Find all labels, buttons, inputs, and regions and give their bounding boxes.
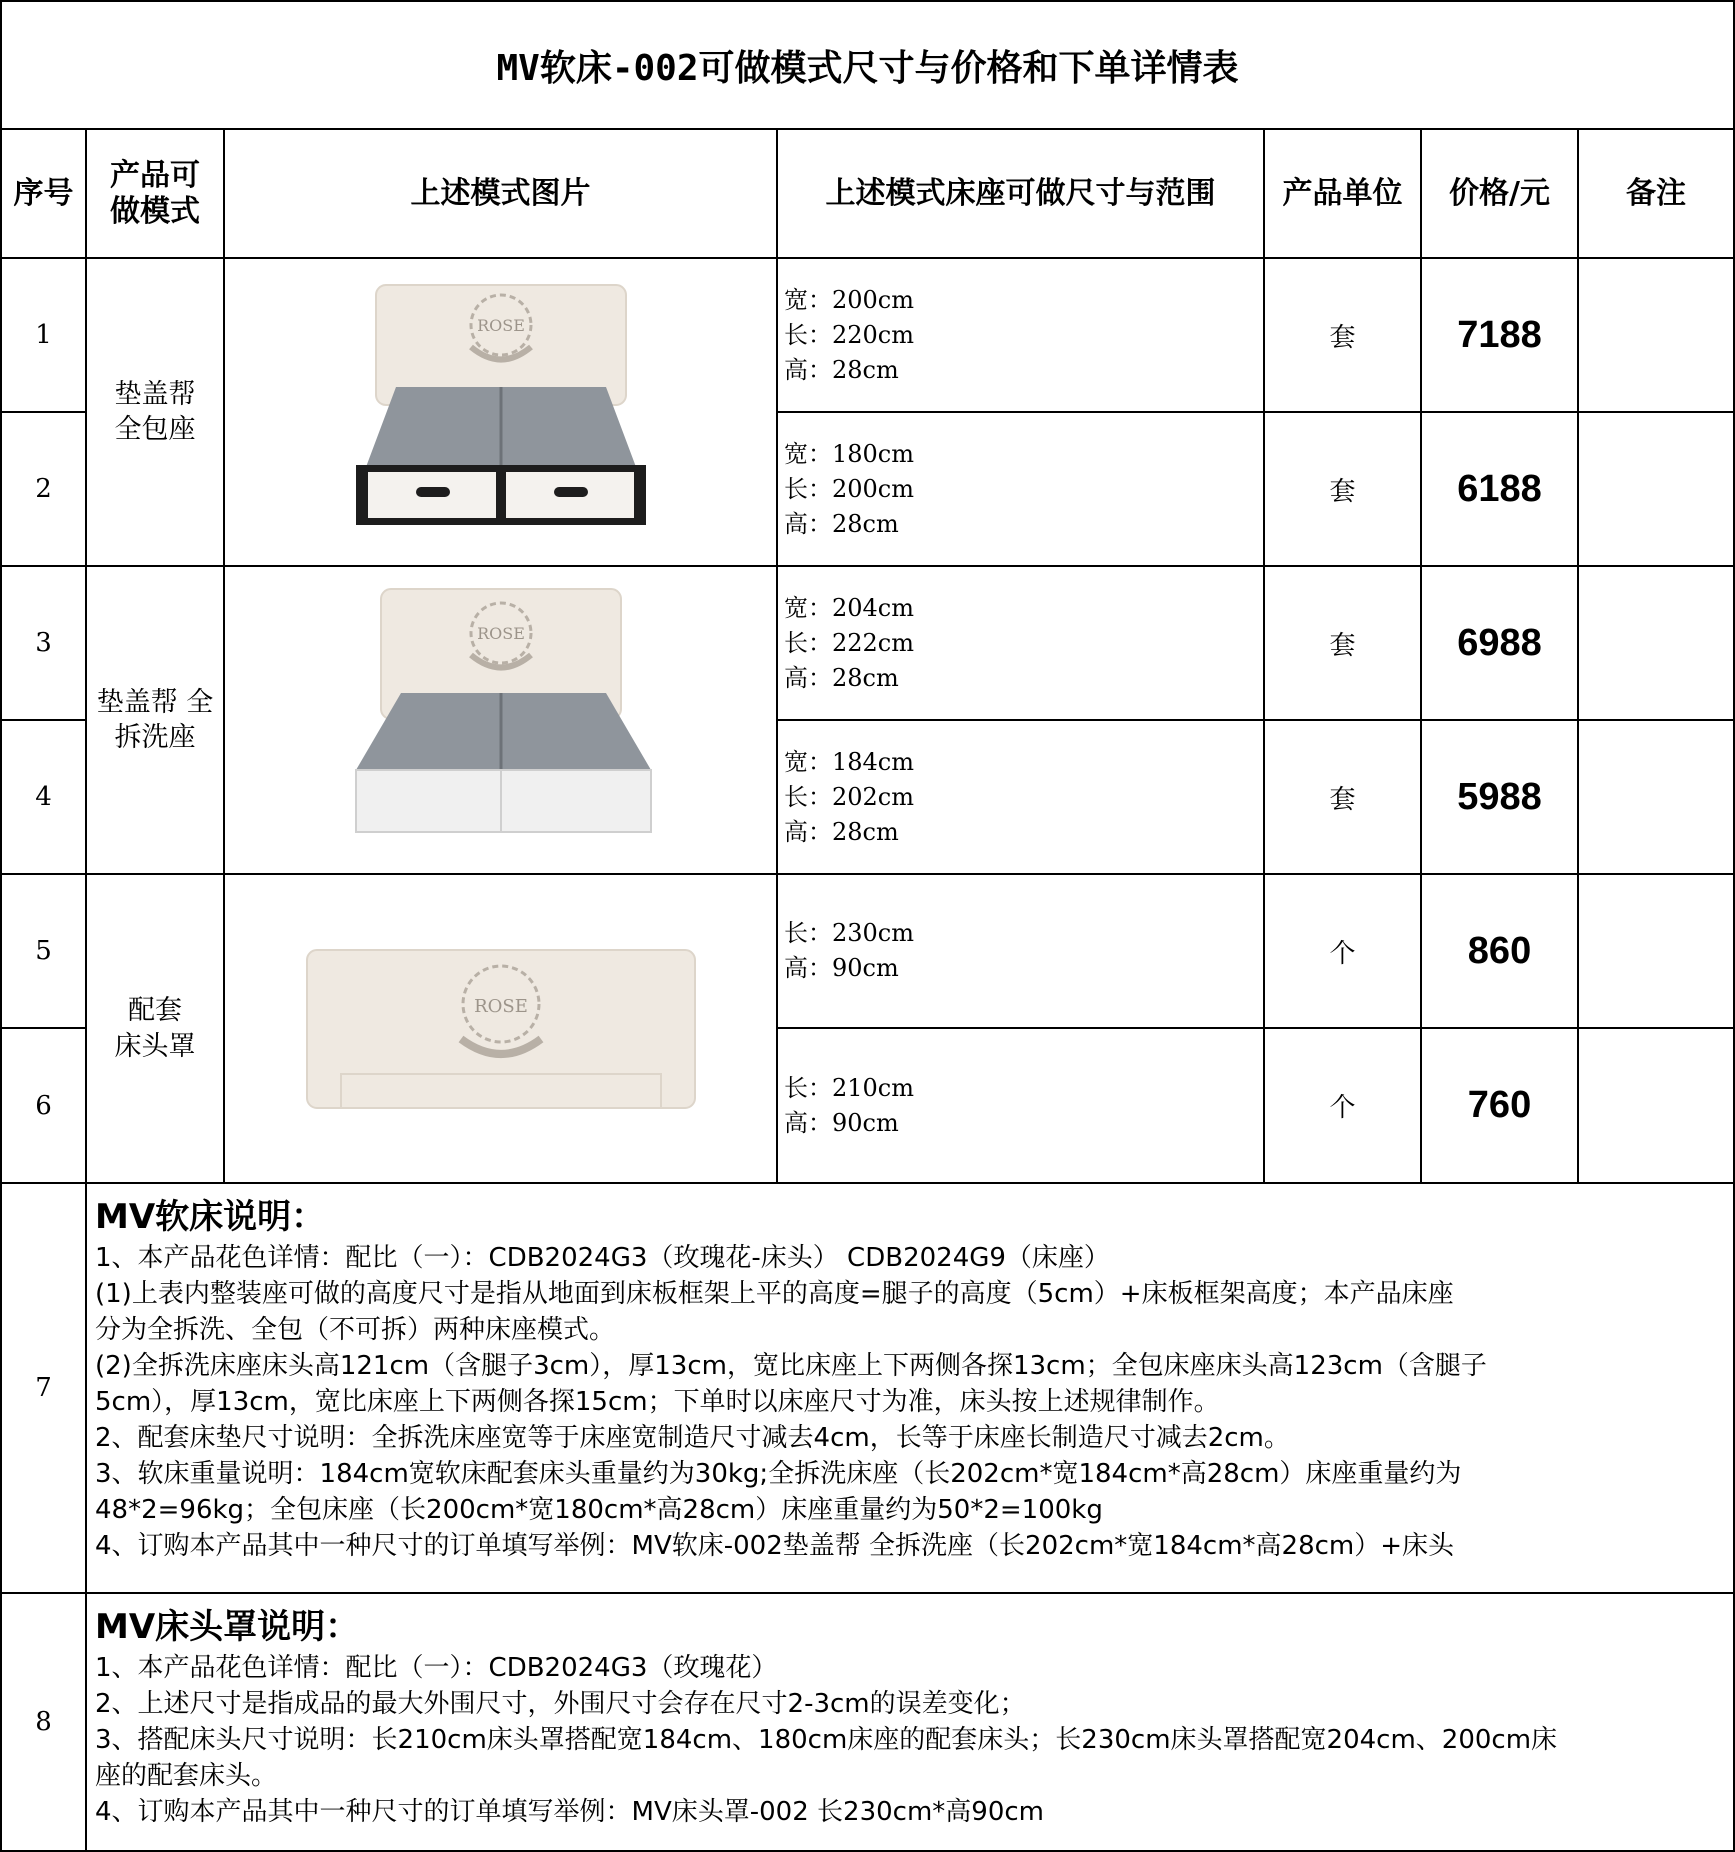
header-remark-text: 备注 bbox=[1626, 175, 1686, 211]
row-2-unit bbox=[1263, 411, 1422, 567]
row-5-index bbox=[0, 873, 87, 1029]
row-index-text: 3 bbox=[35, 628, 52, 658]
dim-line: 长：200cm bbox=[784, 474, 915, 503]
price-text: 6188 bbox=[1457, 467, 1542, 510]
unit-text: 个 bbox=[1329, 938, 1356, 969]
dim-line: 长：230cm bbox=[784, 919, 915, 947]
header-image bbox=[223, 128, 778, 259]
bed-notes-title: MV软床说明： bbox=[95, 1197, 326, 1237]
row-index-text: 7 bbox=[35, 1373, 52, 1403]
row-3-index bbox=[0, 565, 87, 721]
row-1-dims bbox=[776, 257, 1265, 413]
row-6-dims bbox=[776, 1027, 1265, 1184]
note-line: 分为全拆洗、全包（不可拆）两种床座模式。 bbox=[95, 1315, 616, 1345]
row-3-remark bbox=[1577, 565, 1735, 721]
header-index-text: 序号 bbox=[13, 175, 74, 211]
header-mode bbox=[85, 128, 225, 259]
dim-line: 宽：180cm bbox=[784, 439, 915, 468]
dim-line: 高：28cm bbox=[784, 663, 899, 692]
price-text: 760 bbox=[1467, 1084, 1532, 1126]
mode-removable-seat bbox=[85, 565, 225, 875]
image-bed-full-cover bbox=[223, 257, 778, 567]
row-4-price bbox=[1420, 719, 1579, 875]
row-5-remark bbox=[1577, 873, 1735, 1029]
unit-text: 套 bbox=[1329, 476, 1356, 507]
row-index-text: 4 bbox=[35, 782, 52, 812]
row-2-dims bbox=[776, 411, 1265, 567]
row-1-remark bbox=[1577, 257, 1735, 413]
rose-logo-text: ROSE bbox=[476, 316, 525, 335]
unit-text: 套 bbox=[1329, 784, 1356, 815]
row-2-remark bbox=[1577, 411, 1735, 567]
row-1-unit bbox=[1263, 257, 1422, 413]
row-1-index bbox=[0, 257, 87, 413]
note-line: 座的配套床头。 bbox=[95, 1761, 278, 1791]
row-7-index bbox=[0, 1182, 87, 1594]
row-2-index bbox=[0, 411, 87, 567]
header-remark bbox=[1577, 128, 1735, 259]
row-3-unit bbox=[1263, 565, 1422, 721]
dim-line: 长：210cm bbox=[784, 1073, 915, 1102]
dim-line: 宽：184cm bbox=[784, 747, 915, 776]
unit-text: 套 bbox=[1329, 322, 1356, 353]
note-line: 2、上述尺寸是指成品的最大外围尺寸，外围尺寸会存在尺寸2-3cm的误差变化； bbox=[95, 1689, 1026, 1719]
image-bed-removable bbox=[223, 565, 778, 875]
row-4-remark bbox=[1577, 719, 1735, 875]
row-5-unit bbox=[1263, 873, 1422, 1029]
header-mode-line2: 做模式 bbox=[110, 193, 200, 229]
note-line: 1、本产品花色详情：配比（一）：CDB2024G3（玫瑰花） bbox=[95, 1653, 778, 1683]
dim-line: 长：220cm bbox=[784, 320, 915, 349]
header-size bbox=[776, 128, 1265, 259]
row-index-text: 5 bbox=[35, 936, 52, 966]
image-headboard-cover bbox=[223, 873, 778, 1184]
headboard-notes bbox=[85, 1592, 1735, 1852]
mode-line: 垫盖帮 bbox=[114, 378, 196, 410]
row-5-dims bbox=[776, 873, 1265, 1029]
row-index-text: 1 bbox=[35, 320, 52, 350]
note-line: 2、配套床垫尺寸说明：全拆洗床座宽等于床座宽制造尺寸减去4cm，长等于床座长制造尺寸减去2cm。 bbox=[95, 1423, 1290, 1453]
mode-line: 全包座 bbox=[114, 414, 196, 445]
mode-line: 床头罩 bbox=[114, 1030, 196, 1062]
note-line: 4、订购本产品其中一种尺寸的订单填写举例：MV软床-002垫盖帮 全拆洗座（长202cm*宽184cm*高28cm）+床头 bbox=[95, 1531, 1455, 1561]
unit-text: 套 bbox=[1329, 630, 1356, 661]
header-unit bbox=[1263, 128, 1422, 259]
headboard-notes-title: MV床头罩说明： bbox=[95, 1607, 360, 1647]
row-3-price bbox=[1420, 565, 1579, 721]
note-line: 4、订购本产品其中一种尺寸的订单填写举例：MV床头罩-002 长230cm*高90cm bbox=[95, 1797, 1044, 1827]
note-line: 1、本产品花色详情：配比（一）：CDB2024G3（玫瑰花-床头） CDB2024G9（床座） bbox=[95, 1243, 1110, 1273]
row-1-price bbox=[1420, 257, 1579, 413]
bed-dark-base-image bbox=[336, 277, 666, 547]
mode-line: 垫盖帮 全 bbox=[96, 686, 214, 718]
headboard-image bbox=[301, 944, 701, 1114]
header-price bbox=[1420, 128, 1579, 259]
row-6-index bbox=[0, 1027, 87, 1184]
row-6-price bbox=[1420, 1027, 1579, 1184]
dim-line: 长：222cm bbox=[784, 628, 915, 657]
row-3-dims bbox=[776, 565, 1265, 721]
rose-logo-text: ROSE bbox=[476, 624, 525, 643]
dim-line: 高：90cm bbox=[784, 1108, 899, 1137]
row-4-unit bbox=[1263, 719, 1422, 875]
note-line: 48*2=96kg；全包床座（长200cm*宽180cm*高28cm）床座重量约为50*2=100kg bbox=[95, 1495, 1103, 1525]
row-index-text: 8 bbox=[35, 1707, 52, 1737]
row-5-price bbox=[1420, 873, 1579, 1029]
row-2-price bbox=[1420, 411, 1579, 567]
header-price-text: 价格/元 bbox=[1449, 175, 1550, 211]
header-unit-text: 产品单位 bbox=[1282, 175, 1403, 211]
rose-logo-text: ROSE bbox=[473, 995, 528, 1017]
unit-text: 个 bbox=[1329, 1093, 1356, 1123]
row-index-text: 2 bbox=[35, 474, 52, 504]
header-mode-line1: 产品可 bbox=[110, 157, 200, 193]
dim-line: 高：28cm bbox=[784, 355, 899, 384]
mode-line: 配套 bbox=[128, 995, 182, 1027]
row-index-text: 6 bbox=[35, 1090, 52, 1121]
row-6-unit bbox=[1263, 1027, 1422, 1184]
note-line: 3、软床重量说明：184cm宽软床配套床头重量约为30kg;全拆洗床座（长202cm*宽184cm*高28cm）床座重量约为 bbox=[95, 1459, 1462, 1489]
header-image-text: 上述模式图片 bbox=[410, 175, 591, 211]
dim-line: 长：202cm bbox=[784, 782, 915, 811]
mode-headboard-cover bbox=[85, 873, 225, 1184]
header-index bbox=[0, 128, 87, 259]
price-text: 860 bbox=[1467, 929, 1532, 972]
mode-full-cover-seat bbox=[85, 257, 225, 567]
price-text: 6988 bbox=[1457, 621, 1542, 664]
dim-line: 高：28cm bbox=[784, 509, 899, 538]
table-title bbox=[0, 0, 1735, 130]
dim-line: 宽：204cm bbox=[784, 593, 915, 622]
row-4-index bbox=[0, 719, 87, 875]
row-8-index bbox=[0, 1592, 87, 1852]
header-size-text: 上述模式床座可做尺寸与范围 bbox=[825, 175, 1216, 211]
table-title-text: MV软床-002可做模式尺寸与价格和下单详情表 bbox=[496, 47, 1239, 89]
note-line: 3、搭配床头尺寸说明：长210cm床头罩搭配宽184cm、180cm床座的配套床头；长230cm床头罩搭配宽204cm、200cm床 bbox=[95, 1725, 1558, 1755]
mode-line: 拆洗座 bbox=[114, 722, 196, 753]
note-line: (1)上表内整装座可做的高度尺寸是指从地面到床板框架上平的高度=腿子的高度（5cm）+床板框架高度；本产品床座 bbox=[95, 1279, 1454, 1309]
dim-line: 高：90cm bbox=[784, 954, 899, 982]
bed-white-base-image bbox=[326, 585, 676, 855]
row-4-dims bbox=[776, 719, 1265, 875]
dim-line: 宽：200cm bbox=[784, 285, 915, 314]
bed-notes bbox=[85, 1182, 1735, 1594]
dim-line: 高：28cm bbox=[784, 817, 899, 846]
note-line: 5cm），厚13cm，宽比床座上下两侧各探15cm；下单时以床座尺寸为准，床头按上述规律制作。 bbox=[95, 1387, 1220, 1417]
price-text: 5988 bbox=[1457, 775, 1542, 818]
note-line: (2)全拆洗床座床头高121cm（含腿子3cm），厚13cm，宽比床座上下两侧各探13cm；全包床座床头高123cm（含腿子 bbox=[95, 1351, 1487, 1381]
row-6-remark bbox=[1577, 1027, 1735, 1184]
price-text: 7188 bbox=[1457, 313, 1542, 356]
